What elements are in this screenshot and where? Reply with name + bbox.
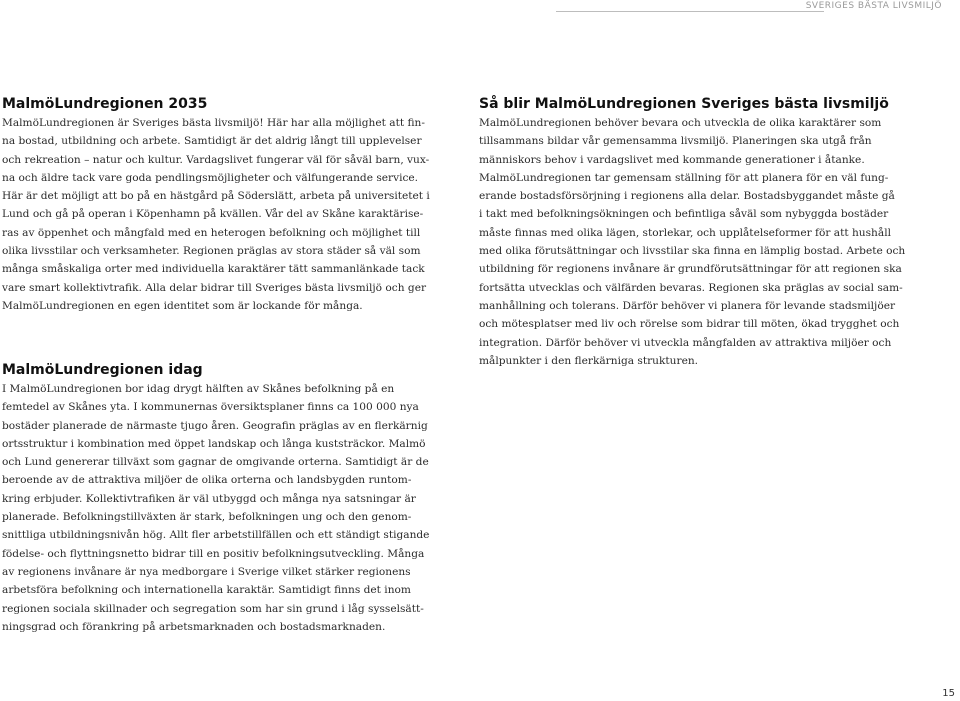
text-line: beroende av de attraktiva miljöer de olika orterna och landsbygden runtom- [2,474,412,487]
text-line: Här är det möjligt att bo på en hästgård på Söderslätt, arbeta på universitetet i [2,190,430,203]
section-heading: MalmöLundregionen idag [2,362,203,378]
text-line: tillsammans bildar vår gemensamma livsmiljö. Planeringen ska utgå från [479,135,872,148]
text-line: födelse- och flyttningsnetto bidrar till en positiv befolkningsutveckling. Många [2,547,425,560]
text-line: bostäder planerade de närmaste tjugo åren. Geografin präglas av en flerkärnig [2,419,428,432]
section-heading: Så blir MalmöLundregionen Sveriges bästa livsmiljö [479,96,889,112]
section-malmolund-2035 [2,95,430,315]
text-line: måste finnas med olika lägen, storlekar, och upplåtelseformer för att hushåll [479,226,891,239]
text-line: människors behov i vardagslivet med kommande generationer i åtanke. [479,153,865,166]
running-header: SVERIGES BÄSTA LIVSMILJÖ [805,1,942,11]
text-line: ras av öppenhet och mångfald med en heterogen befolkning och möjlighet till [2,226,421,239]
header-rule [556,11,824,12]
text-line: regionen sociala skillnader och segregation som har sin grund i låg sysselsätt- [2,602,424,615]
text-line: I MalmöLundregionen bor idag drygt hälften av Skånes befolkning på en [2,383,395,395]
text-line: MalmöLundregionen tar gemensam ställning för att planera för en väl fung- [479,171,889,184]
page-number: 15 [942,688,955,699]
text-line: och rekreation – natur och kultur. Vardagslivet fungerar väl för såväl barn, vux- [2,153,430,166]
text-line: planerade. Befolkningstillväxten är stark, befolkningen ung och den genom- [2,511,412,524]
text-line: na bostad, utbildning och arbete. Samtidigt är det aldrig långt till upplevelser [2,135,422,148]
section-body [2,380,430,636]
text-line: olika livsstilar och verksamheter. Regionen präglas av stora städer så väl som [2,245,421,258]
text-line: målpunkter i den flerkärniga strukturen. [479,354,699,367]
text-line: snittliga utbildningsnivån hög. Allt fler arbetstillfällen och ett ständigt stigande [2,529,430,542]
text-line: utbildning för regionens invånare är grundförutsättningar för att regionen ska [479,263,902,276]
text-line: Lund och gå på operan i Köpenhamn på kvällen. Vår del av Skåne karaktärise- [2,208,424,221]
text-line: kring erbjuder. Kollektivtrafiken är väl utbyggd och många nya satsningar är [2,492,416,505]
text-line: med olika förutsättningar och livsstilar ska finna en lämplig bostad. Arbete och [479,245,906,258]
text-line: arbetsföra befolkning och internationella karaktär. Samtidigt finns det inom [2,584,411,597]
text-line: av regionens invånare är nya medborgare i Sverige vilket stärker regionens [2,565,411,578]
text-line: MalmöLundregionen är Sveriges bästa livsmiljö! Här har alla möjlighet att fin- [2,117,425,129]
text-line: na och äldre tack vare goda pendlingsmöjligheter och välfungerande service. [2,171,419,184]
text-line: ningsgrad och förankring på arbetsmarknaden och bostadsmarknaden. [2,620,386,633]
text-line: manhållning och tolerans. Därför behöver vi planera för levande stadsmiljöer [479,299,896,312]
section-malmolund-idag [2,361,430,636]
text-line: vare smart kollektivtrafik. Alla delar bidrar till Sveriges bästa livsmiljö och ger [2,281,427,294]
text-line: och Lund genererar tillväxt som gagnar de omgivande orterna. Samtidigt är de [2,456,429,469]
text-line: MalmöLundregionen en egen identitet som är lockande för många. [2,299,363,312]
section-body [479,114,906,370]
text-line: ortsstruktur i kombination med öppet landskap och långa kuststräckor. Malmö [2,437,426,450]
text-line: fortsätta utvecklas och välfärden bevaras. Regionen ska präglas av social sam- [479,281,903,294]
section-sa-blir [479,95,906,370]
section-body [2,114,430,315]
text-line: MalmöLundregionen behöver bevara och utveckla de olika karaktärer som [479,117,882,129]
text-line: många småskaliga orter med individuella karaktärer tätt sammanlänkade tack [2,263,425,276]
text-line: i takt med befolkningsökningen och befintliga såväl som nybyggda bostäder [479,208,889,221]
section-heading: MalmöLundregionen 2035 [2,96,208,112]
text-line: femtedel av Skånes yta. I kommunernas översiktsplaner finns ca 100 000 nya [2,401,419,414]
text-line: erande bostadsförsörjning i regionens alla delar. Bostadsbyggandet måste gå [479,190,895,203]
text-line: integration. Därför behöver vi utveckla mångfalden av attraktiva miljöer och [479,336,892,349]
text-line: och mötesplatser med liv och rörelse som bidrar till möten, ökad trygghet och [479,318,900,331]
